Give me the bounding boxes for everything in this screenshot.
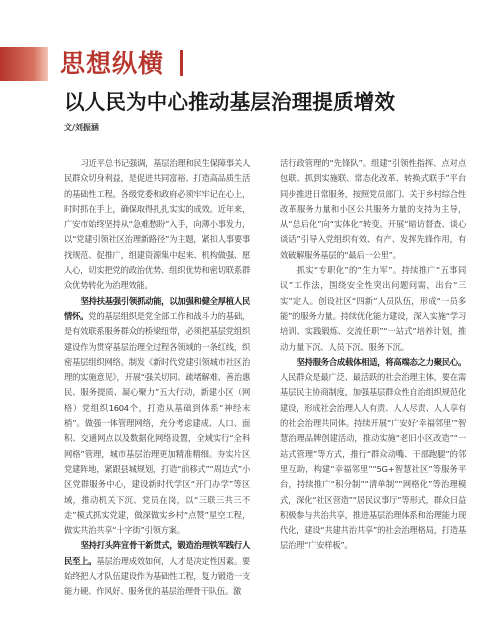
article-title: 以人民为中心推动基层治理提质增效 <box>64 90 396 114</box>
paragraph-lead: 坚持打头阵宣骨干新贯式，锻造治理铁军践行人民至上。 <box>64 540 250 566</box>
article-byline: 文/刘振涵 <box>64 123 99 132</box>
section-title-divider <box>180 50 183 76</box>
article-column-left <box>64 156 250 600</box>
paragraph: 习近平总书记强调，基层治理和民生保障事关人民群众切身利益，是促进共同富裕、打造高品质生活的基础性工程。各级党委和政府必须牢牢记在心上，时时抓在手上，确保取得扎扎实实的成效。近年来，广安市始终坚持从“急难愁盼”入手，向薄小事发力，以“党建引领社区治理新路径”为主题，紧扣人事要事找规范、促推广，组建资源集中起来、机构做强、愿人心，切实把党的政治优势、组织优势和密切联系群众优势转化为治理效能。 <box>64 158 250 291</box>
paragraph-body: 基层治理成效如何，人才是决定性因素。要始终把人才队伍建设作为基础性工程，复力锻造一支能力硬、作风好、服务优的基层治理骨干队伍。激 <box>64 555 250 597</box>
paragraph: 抓实“专职化”的“生力军”。持续推广“五事同议”工作法，围绕安全性突出问题问需，出台“三实”定人。创设社区“四新”人员队伍，形成“一员多能”的服务力量。持续优化能力建设，深入实施“学习培训、实践锻炼、交流任职”“一站式”培养计划，推动力量下沉、人员下沉、服务下沉。 <box>280 265 466 352</box>
paragraph-lead: 坚持服务合成载体相适，将高端态之力聚民心。 <box>296 356 466 367</box>
paragraph: 活行政管理的“先锋队”。组建“引领性指挥、点对点包联、抓到实施联、常态化改革、转换式联手”平台同步推进日常服务，按照党员部门、关于乡村综合性改革服务力量和小区公共服务力量的支持为主导，从“总后化”向“实体化”转变。开展“暗访督查、谈心谈话”引导入党组织有效、有产、发挥先锋作用，有效破解服务基层的“最后一公里”。 <box>280 158 466 260</box>
paragraph <box>64 538 250 599</box>
paragraph <box>280 355 466 554</box>
paragraph-lead: 坚持扶基强引领抓动能，以加强和健全厚植人民情怀。 <box>64 295 250 321</box>
paragraph-body: 人民群众是最广泛、最活跃的社会治理主体，要在需基层民主协商制度，加强基层群众性自治组织规范化建设，形成社会治理人人有责、人人尽责、人人享有的社会治理共同体。持续开展“广安好‘幸福邻里’”智慧治理品牌创建活动，推动实施“老旧小区改造”“一站式管理”等方式，推行“群众动嘴、干部跑腿”的邻里互助，构建“幸福邻里”“5G+智慧社区”等服务平台，持续推广“积分制”“清单制”“网格化”等治理模式，深化“社区营造”“居民议事厅”等形式，群众日益积极参与共治共享，推进基层治理体系和治理能力现代化，建设“共建共治共享”的社会治理格局，打造基层治理“广安样板”。 <box>280 372 466 551</box>
paragraph-body: 党的基层组织是党全部工作和战斗力的基础，是有效联系服务群众的桥梁纽带，必须把基层党组织建设作为贯穿基层治理全过程各领域的一条红线，织密基层组织网络。制发《新时代党建引领城市社区治理的实施意见》，开展“强关切同、疏堵解难、善治惠民、服务提质、凝心聚力”五大行动，新建小区（网格）党组织1604个，打造从基础到体系“神经末梢”。做强一体管理网络，充分考虑建成、人口、面积、交通网点以及数据化网络设置，全域实行“全科网格”管理，城市基层治理更加精准精细。夯实片区党建阵地，紧跟县城规划，打造“前移式”“周边式”小区党群服务中心，建设新时代学区“开门办学”等区域，推动机关下沉、党员在岗，以“三联三共三不走”模式抓实党建，做深做实乡村“点赞”星空工程，做实共治共享“十字街”引领方案。 <box>64 310 250 536</box>
section-title: 思想纵横 <box>60 49 165 78</box>
section-accent-bar <box>0 47 48 81</box>
paragraph <box>64 294 250 539</box>
section-header <box>0 20 496 78</box>
article-column-right <box>280 156 466 554</box>
